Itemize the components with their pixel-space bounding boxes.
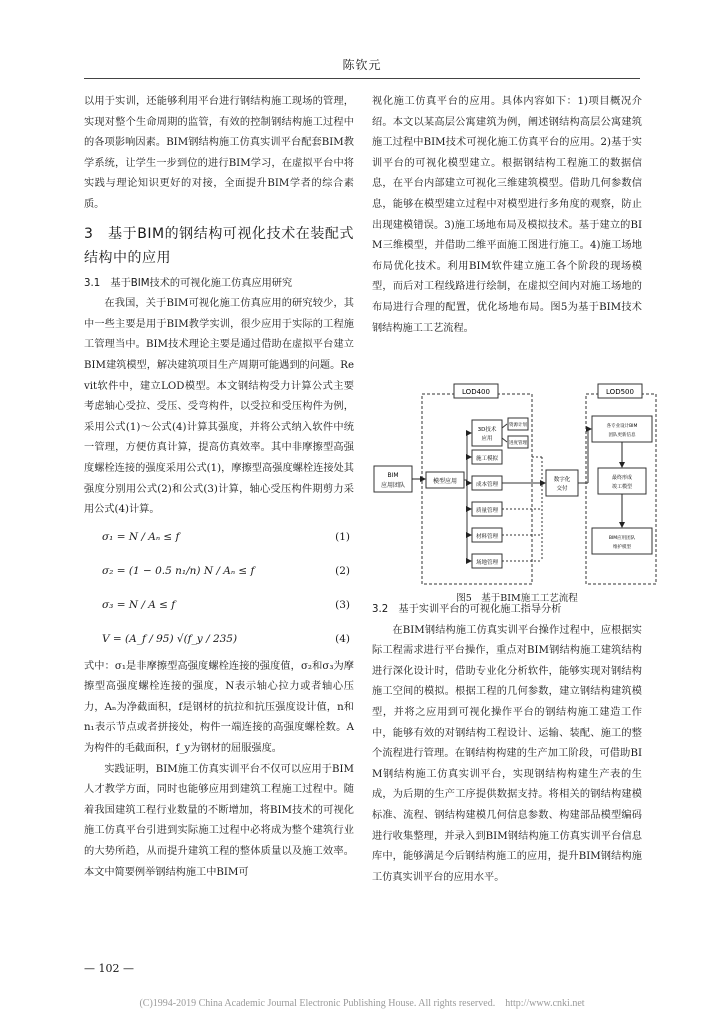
left-column [84,92,354,883]
team-update-label: 各专业设计BIM [606,424,638,429]
left-paragraph-3: 式中：σ₁是非摩擦型高强度螺栓连接的强度值，σ₂和σ₃为摩擦型高强度螺栓连接的强度，N表示轴心拉力或者轴心压力，Aₙ为净截面积，f是钢材的抗拉和抗压强度设计值，n和n₁表示节点或者拼接处，构件一端连接的高强度螺栓数。A为构件的毛截面积，f_y为钢材的屈服强度。 [84,660,354,755]
construction-sim-label: 施工模拟 [475,456,499,462]
resource-plan-label: 资源计划 [509,423,527,428]
final-model-label: 最终形成 [611,475,633,481]
bim-team-label: BIM [387,472,399,479]
equation-1 [84,521,354,555]
3d-tech-label-2: 应用 [481,436,493,442]
lod500-label: LOD500 [606,388,634,396]
final-model-label-2: 竣工模型 [611,484,633,490]
left-paragraph-4: 实践证明，BIM施工仿真实训平台不仅可以应用于BIM人才教学方面，同时也能够应用到建筑工程施工过程中。随着我国建筑工程行业数量的不断增加，将BIM技术的可视化施工仿真平台引进到实际施工过程中必将成为整个建筑行业的大势所趋，从而提升建筑工程的整体质量以及施工效率。本文中简要例举钢结构施工中BIM可 [84,763,354,878]
right-paragraph-2: 在BIM钢结构施工仿真实训平台操作过程中，应根据实际工程需求进行平台操作，重点对BIM钢结构施工建筑结构进行深化设计时，借助专业化分析软件，能够实现对钢结构施工空间的模拟。根据工程的几何参数，建立钢结构建筑模型，并将之应用到可视化操作平台的钢结构施工建造工作中，能够有效的对钢结构工程设计、运输、装配、施工的整个流程进行管理。在钢结构构建的生产加工阶段，可借助BIM钢结构施工仿真实训平台，实现钢结构构建生产表的生成，为后期的生产工序提供数据支持。将相关的钢结构建模标准、流程、钢结构建模几何信息参数、构建部品模型编码进行收集整理，并录入到BIM钢结构施工仿真实训平台信息库中，能够满足今后钢结构施工的应用，提升BIM钢结构施工仿真实训平台的应用水平。 [372,624,642,883]
equation-1-number: (1) [335,531,350,544]
digital-delivery-box [546,470,578,496]
section-3-heading: 3 基于BIM的钢结构可视化技术在装配式结构中的应用 [84,225,354,266]
section-3-2-heading: 3.2 基于实训平台的可视化施工指导分析 [372,604,562,615]
process-flow-diagram [372,378,662,588]
right-column-bottom [372,600,642,888]
ops-team-box [592,528,652,554]
equation-2 [84,555,354,589]
equation-3-number: (3) [335,599,350,612]
bim-team-label-2: 应用团队 [380,482,406,489]
equation-4 [84,623,354,657]
lod400-label: LOD400 [462,388,490,396]
right-column-top [372,92,642,372]
equation-1-expr: σ₁ = N / Aₙ ≤ f [102,531,180,544]
quality-label: 质量管理 [475,508,499,514]
header-rule [84,78,640,79]
right-paragraph-1: 视化施工仿真平台的应用。具体内容如下：1)项目概况介绍。本文以某高层公寓建筑为例，阐述钢结构高层公寓建筑施工过程中BIM技术可视化施工仿真平台的应用。2)基于实训平台的可视化模型建立。根据钢结构工程施工的数据信息，在平台内部建立可视化三维建筑模型。借助几何参数信息，能够在模型建立过程中对模型进行多角度的观察，防止出现建模错误。3)施工场地布局及模拟技术。基于建立的BIM三维模型，并借助二维平面施工图进行施工。4)施工场地布局优化技术。利用BIM软件建立施工各个阶段的现场模型，而后对工程线路进行绘制，在虚拟空间内对施工场地的布局进行合理的配置，优化场地布局。图5为基于BIM技术钢结构施工工艺流程。 [372,96,642,334]
running-header-author: 陈钦元 [342,58,382,72]
figure-5-caption: 图5 基于BIM施工工艺流程 [456,593,578,604]
equation-2-expr: σ₂ = (1 − 0.5 n₁/n) N / Aₙ ≤ f [102,565,255,578]
team-update-box [592,416,652,442]
left-paragraph-1: 以用于实训，还能够利用平台进行钢结构施工现场的管理，实现对整个生命周期的监管，有效的控制钢结构施工过程中的各项影响因素。BIM钢结构施工仿真实训平台配套BIM教学系统，让学生一步到位的进行BIM学习，在虚拟平台中将实践与理论知识更好的对接，全面提升BIM学者的综合素质。 [84,96,354,210]
model-app-label: 模型应用 [432,478,458,485]
equation-4-expr: V = (A_f / 95) √(f_y / 235) [102,633,238,646]
digital-delivery-label-2: 交付 [556,486,568,492]
copyright-footer: (C)1994-2019 China Academic Journal Electronic Publishing House. All rights reserved. http://www.cnki.net [139,998,585,1009]
site-label: 场地管理 [475,560,499,566]
figure-5 [372,378,662,604]
equation-2-number: (2) [335,565,350,578]
equation-4-number: (4) [335,633,350,646]
ops-team-label: BIM应用团队 [608,536,636,541]
material-label: 材料管理 [475,534,499,540]
page-number: — 102 — [84,962,134,975]
3d-tech-box [472,420,502,446]
3d-tech-label: 3D技术 [477,427,497,433]
left-paragraph-2: 在我国，关于BIM可视化施工仿真应用的研究较少，其中一些主要是用于BIM教学实训，很少应用于实际的工程施工管理当中。BIM技术理论主要是通过借助在虚拟平台建立BIM建筑模型，解决建筑项目生产周期可能遇到的问题。Revit软件中，建立LOD模型。本文钢结构受力计算公式主要考虑轴心受拉、受压、受弯构件，以受拉和受压构件为例，采用公式(1)～公式(4)计算其强度，并将公式纳入软件中统一管理，方便仿真计算，提高仿真效率。其中非摩擦型高强度螺栓连接的强度采用公式(1)，摩擦型高强度螺栓连接处其强度分别用公式(2)和公式(3)计算，轴心受压构件期剪力采用公式(4)计算。 [84,298,354,516]
final-model-box [598,468,646,494]
team-update-label-2: 团队更新信息 [608,433,636,438]
cost-label: 成本管理 [475,482,499,488]
equation-3 [84,589,354,623]
equation-3-expr: σ₃ = N / A ≤ f [102,599,176,612]
progress-label: 进度管理 [509,441,527,446]
digital-delivery-label: 数字化 [553,477,571,483]
ops-team-label-2: 维护模型 [613,545,631,550]
section-3-1-heading: 3.1 基于BIM技术的可视化施工仿真应用研究 [84,277,293,289]
